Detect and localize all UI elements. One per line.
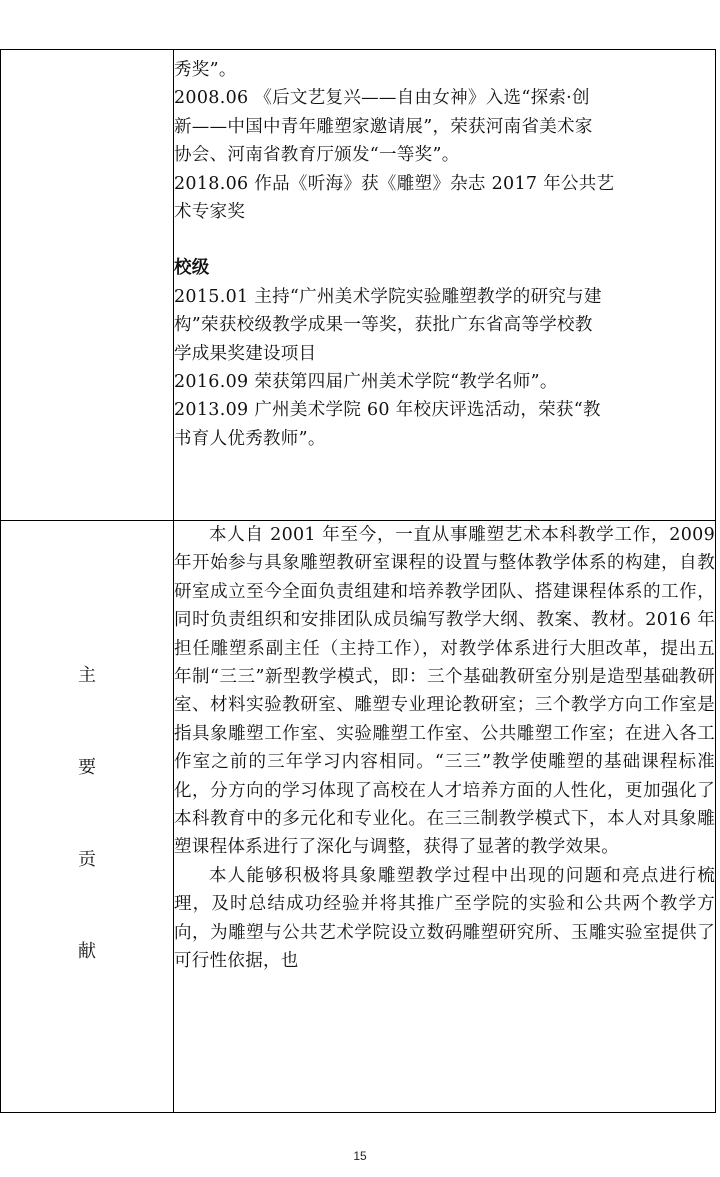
contribution-label-char: 贡 xyxy=(78,849,96,870)
award-line: 术专家奖 xyxy=(174,202,246,223)
contribution-content-cell xyxy=(174,521,716,1113)
award-line: 构”荣获校级教学成果一等奖，获批广东省高等学校教 xyxy=(174,315,593,336)
award-line: 2018.06 作品《听海》获《雕塑》杂志 2017 年公共艺 xyxy=(174,173,615,194)
award-line: 秀奖”。 xyxy=(174,60,237,80)
awards-label-cell xyxy=(1,50,174,521)
contribution-label-char: 主 xyxy=(78,665,96,686)
info-table xyxy=(0,49,716,1113)
award-line: 2008.06 《后文艺复兴——自由女神》入选“探索·创 xyxy=(174,88,590,109)
awards-row xyxy=(1,50,716,521)
contribution-label-cell xyxy=(1,521,174,1113)
award-line: 协会、河南省教育厅颁发“一等奖”。 xyxy=(174,145,460,166)
award-line: 新——中国中青年雕塑家邀请展”，荣获河南省美术家 xyxy=(174,116,593,137)
school-level-heading: 校级 xyxy=(174,258,210,279)
awards-content-cell xyxy=(174,50,716,521)
award-line: 学成果奖建设项目 xyxy=(174,343,317,364)
contribution-row xyxy=(1,521,716,1113)
page-number: 15 xyxy=(353,1149,367,1163)
award-line: 2013.09 广州美术学院 60 年校庆评选活动，荣获“教 xyxy=(174,400,601,421)
contribution-paragraph: 本人能够积极将具象雕塑教学过程中出现的问题和亮点进行梳理，及时总结成功经验并将其推广至学院的实验和公共两个教学方向，为雕塑与公共艺术学院设立数码雕塑研究所、玉雕实验室提供了可行性依据，也 xyxy=(174,865,715,972)
award-line: 书育人优秀教师”。 xyxy=(174,428,326,449)
contribution-label-char: 要 xyxy=(78,757,96,778)
award-line: 2016.09 荣获第四届广州美术学院“教学名师”。 xyxy=(174,372,558,393)
award-line: 2015.01 主持“广州美术学院实验雕塑教学的研究与建 xyxy=(174,286,602,307)
contribution-label-char: 献 xyxy=(78,941,96,962)
contribution-paragraph: 本人自 2001 年至今，一直从事雕塑艺术本科教学工作，2009 年开始参与具象雕塑教研室课程的设置与整体教学体系的构建，自教研室成立至今全面负责组建和培养教学团队、搭建课程体系的工作，同时负责组织和安排团队成员编写教学大纲、教案、教材。2016 年担任雕塑系副主任（主持工作），对教学体系进行大胆改革，提出五年制“三三”新型教学模式，即：三个基础教研室分别是造型基础教研室、材料实验教研室、雕塑专业理论教研室；三个教学方向工作室是指具象雕塑工作室、实验雕塑工作室、公共雕塑工作室；在进入各工作室之前的三年学习内容相同。“三三”教学使雕塑的基础课程标准化，分方向的学习体现了高校在人才培养方面的人性化，更加强化了本科教育中的多元化和专业化。在三三制教学模式下，本人对具象雕塑课程体系进行了深化与调整，获得了显著的教学效果。 xyxy=(174,525,715,858)
